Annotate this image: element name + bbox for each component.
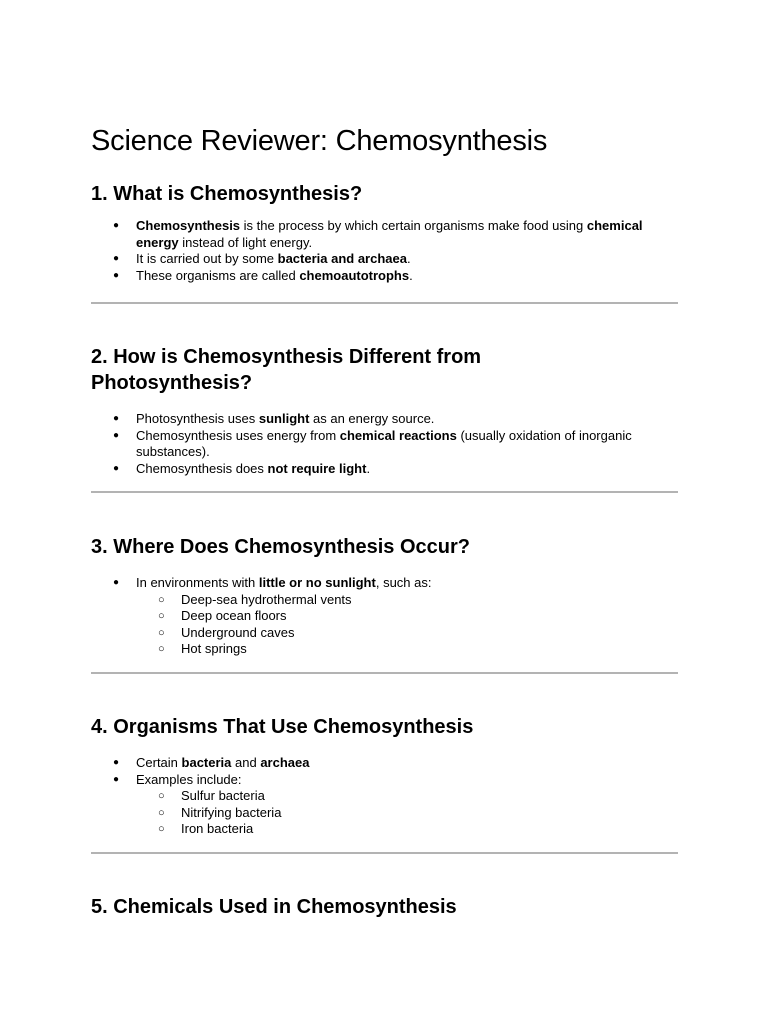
list-item: ● In environments with little or no sunlight, such as: ○ Deep-sea hydrothermal vents ○ Deep ocean floors ○ Underground caves ○ Hot springs <box>91 575 678 658</box>
section-heading: 4. Organisms That Use Chemosynthesis <box>91 716 474 738</box>
sub-list-item: ○ Underground caves <box>158 624 295 640</box>
sub-list-item: ○ Sulfur bacteria <box>158 788 265 803</box>
bullet-dot-icon: ● <box>113 757 120 768</box>
bullet-dot-icon: ● <box>113 220 120 231</box>
bullet-dot-icon: ● <box>113 462 120 474</box>
list-item: ● Photosynthesis uses sunlight as an energy source. <box>113 411 435 426</box>
bullet-list <box>91 411 678 477</box>
section-what-is-chemosynthesis <box>91 181 678 284</box>
list-item: ● Chemosynthesis is the process by which certain organisms make food using chemical energy instead of light energy. <box>113 218 643 250</box>
section-organisms <box>91 714 678 838</box>
sub-list-item: ○ Nitrifying bacteria <box>158 804 282 820</box>
section-chemo-vs-photo <box>91 344 678 477</box>
horizontal-divider <box>91 852 678 854</box>
horizontal-divider <box>91 491 678 493</box>
bullet-circle-icon: ○ <box>158 593 165 606</box>
section-heading: 1. What is Chemosynthesis? <box>91 183 363 205</box>
section-heading: 2. How is Chemosynthesis Different from Photosynthesis? <box>91 346 482 394</box>
section-heading: 5. Chemicals Used in Chemosynthesis <box>91 896 457 918</box>
sub-list-item: ○ Deep-sea hydrothermal vents <box>158 591 352 607</box>
list-item: ● Chemosynthesis does not require light. <box>113 460 371 476</box>
list-item: ● Certain bacteria and archaea <box>113 755 310 770</box>
bullet-dot-icon: ● <box>113 413 120 424</box>
bullet-circle-icon: ○ <box>158 643 165 655</box>
bullet-dot-icon: ● <box>113 253 120 264</box>
list-item: ● It is carried out by some bacteria and archaea. <box>113 251 411 266</box>
document-title: Science Reviewer: Chemosynthesis <box>91 125 548 157</box>
sub-list-item: ○ Iron bacteria <box>158 821 254 836</box>
list-item: ● These organisms are called chemoautotrophs. <box>113 267 413 283</box>
list-item: ● Examples include: ○ Sulfur bacteria ○ Nitrifying bacteria ○ Iron bacteria <box>91 772 678 838</box>
bullet-list <box>91 755 678 838</box>
bullet-list <box>91 218 678 284</box>
bullet-dot-icon: ● <box>113 429 120 441</box>
horizontal-divider <box>91 302 678 304</box>
sub-list-item: ○ Hot springs <box>158 641 247 656</box>
bullet-circle-icon: ○ <box>158 823 165 835</box>
bullet-circle-icon: ○ <box>158 790 165 802</box>
bullet-circle-icon: ○ <box>158 806 165 819</box>
bullet-dot-icon: ● <box>113 269 120 281</box>
bullet-dot-icon: ● <box>113 577 120 588</box>
horizontal-divider <box>91 672 678 674</box>
bullet-dot-icon: ● <box>113 773 120 785</box>
section-heading: 3. Where Does Chemosynthesis Occur? <box>91 536 471 558</box>
sub-list-item: ○ Deep ocean floors <box>158 608 287 623</box>
section-where-occur <box>91 534 678 658</box>
bullet-list <box>91 575 678 658</box>
section-chemicals <box>91 894 678 920</box>
sub-bullet-list <box>136 592 678 658</box>
bullet-circle-icon: ○ <box>158 610 165 622</box>
bullet-circle-icon: ○ <box>158 626 165 639</box>
list-item: ● Chemosynthesis uses energy from chemical reactions (usually oxidation of inorganic substances). <box>113 427 632 459</box>
sub-bullet-list <box>136 788 678 838</box>
